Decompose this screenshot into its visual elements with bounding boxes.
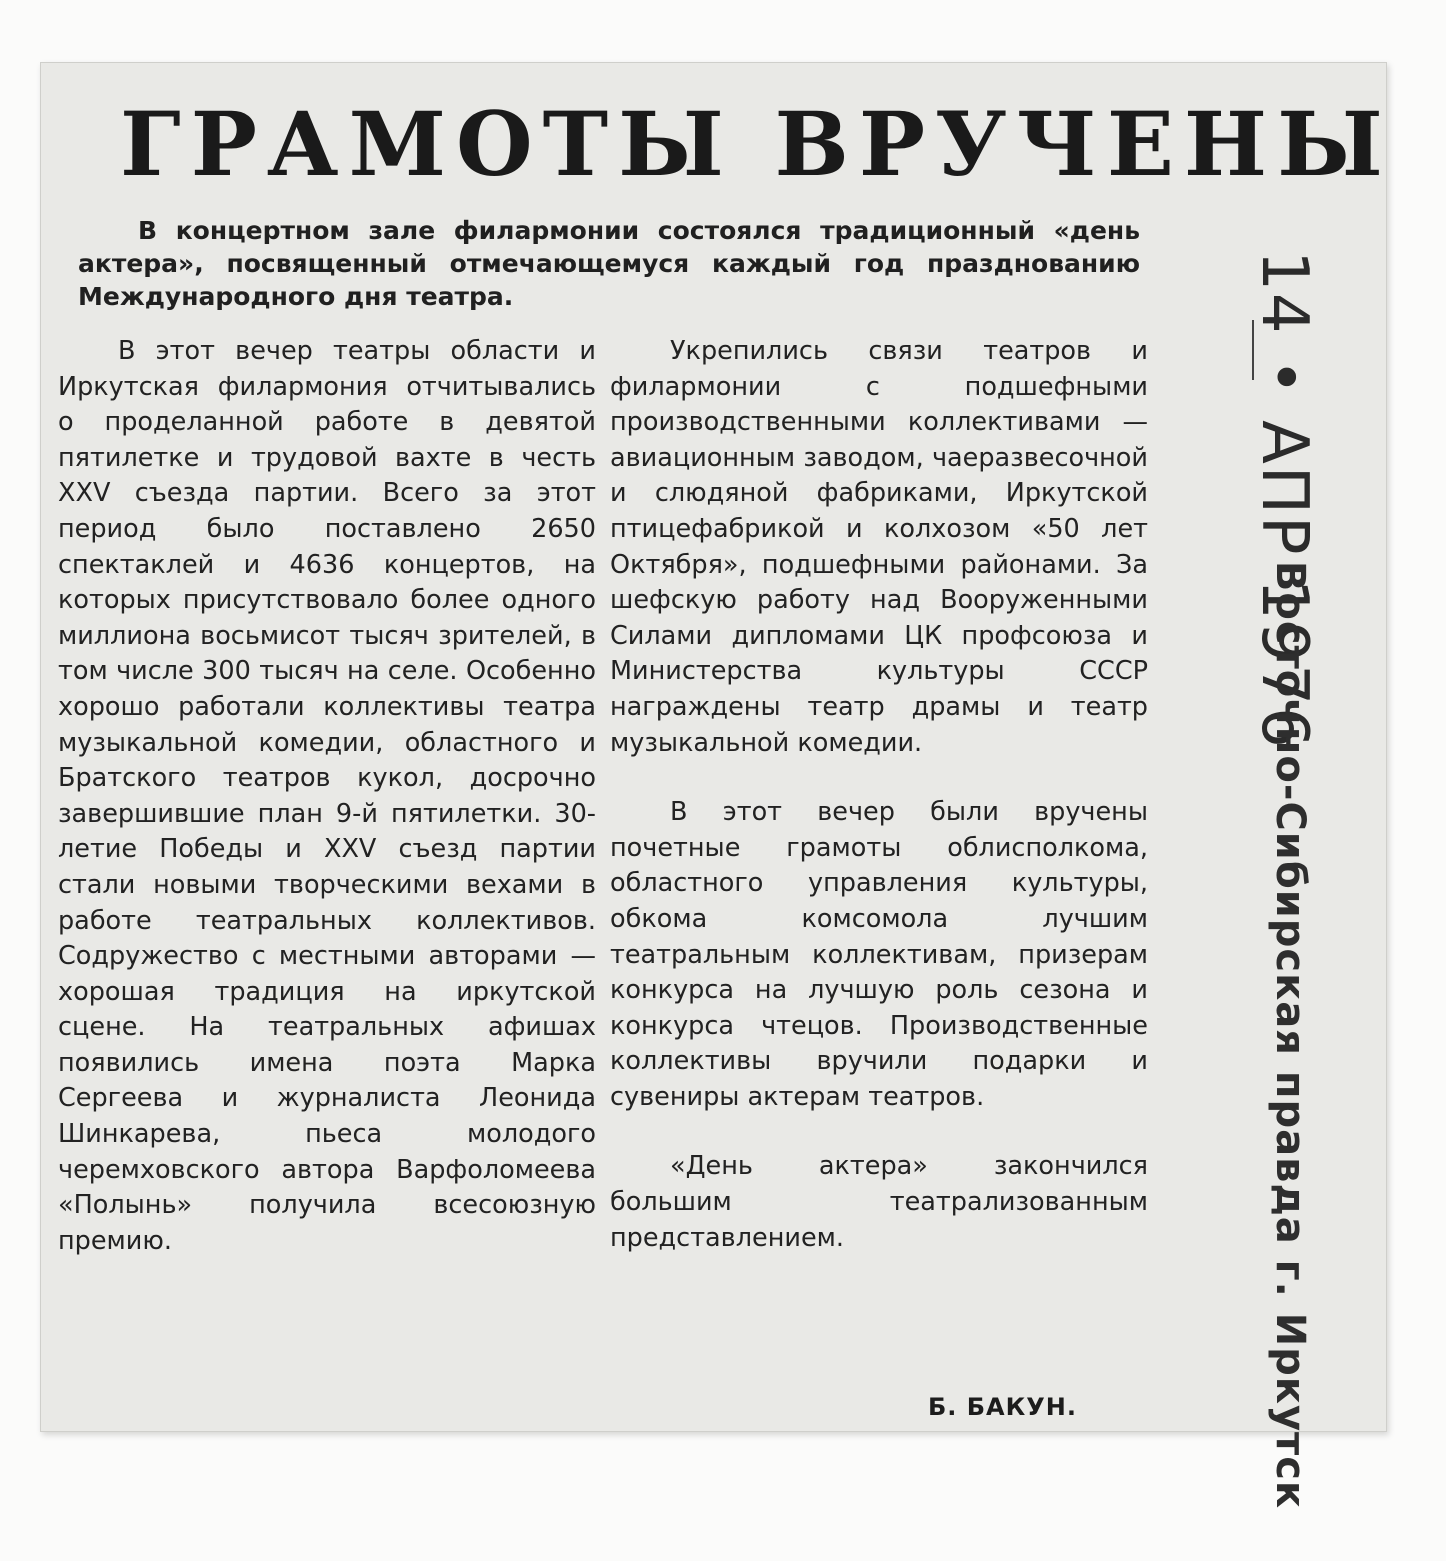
- column-right: [610, 334, 1148, 1256]
- body-paragraph: «День актера» закончился большим театрализованным представлением.: [610, 1151, 1148, 1253]
- body-paragraph: Укрепились связи театров и филармонии с подшефными производственными коллективами — авиационным заводом, чаеразвесочной и слюдяной фабриками, Иркутской птицефабрикой и колхозом «50 лет Октября», подшефными районами. За шефскую работу над Вооруженными Силами дипломами ЦК профсоюза и Министерства культуры СССР награждены театр драмы и театр музыкальной комедии.: [610, 336, 1148, 758]
- source-stamp-text: Восточно-Сибирская правда г. Иркутск: [1267, 560, 1313, 1510]
- body-paragraph: В этот вечер были вручены почетные грамоты облисполкома, областного управления культуры, обкома комсомола лучшим театральным коллективам, призерам конкурса на лучшую роль сезона и конкурса чтецов. Производственные коллективы вручили подарки и сувениры актерам театров.: [610, 797, 1148, 1112]
- headline: ГРАМОТЫ ВРУЧЕНЫ: [120, 92, 1393, 196]
- lead-paragraph: В концертном зале филармонии состоялся традиционный «день актера», посвященный отмечающемуся каждый год празднованию Международного дня театра.: [78, 216, 1140, 311]
- author-signature: Б. БАКУН.: [928, 1393, 1077, 1421]
- date-stamp-text: 14 • АПР 1976: [1247, 250, 1321, 750]
- column-left: [58, 334, 596, 1259]
- body-paragraph: В этот вечер театры области и Иркутская филармония отчитывались о проделанной работе в девятой пятилетке и трудовой вахте в честь XXV съезда партии. Всего за этот период было поставлено 2650 спектаклей и 4636 концертов, на которых присутствовало более одного миллиона восьмисот тысяч зрителей, в том числе 300 тысяч на селе. Особенно хорошо работали коллективы театра музыкальной комедии, областного и Братского театров кукол, досрочно завершившие план 9-й пятилетки. 30-летие Победы и XXV съезд партии стали новыми творческими вехами в работе театральных коллективов. Содружество с местными авторами — хорошая традиция на иркутской сцене. На театральных афишах появились имена поэта Марка Сергеева и журналиста Леонида Шинкарева, пьеса молодого черемховского автора Варфоломеева «Полынь» получила всесоюзную премию.: [58, 336, 596, 1256]
